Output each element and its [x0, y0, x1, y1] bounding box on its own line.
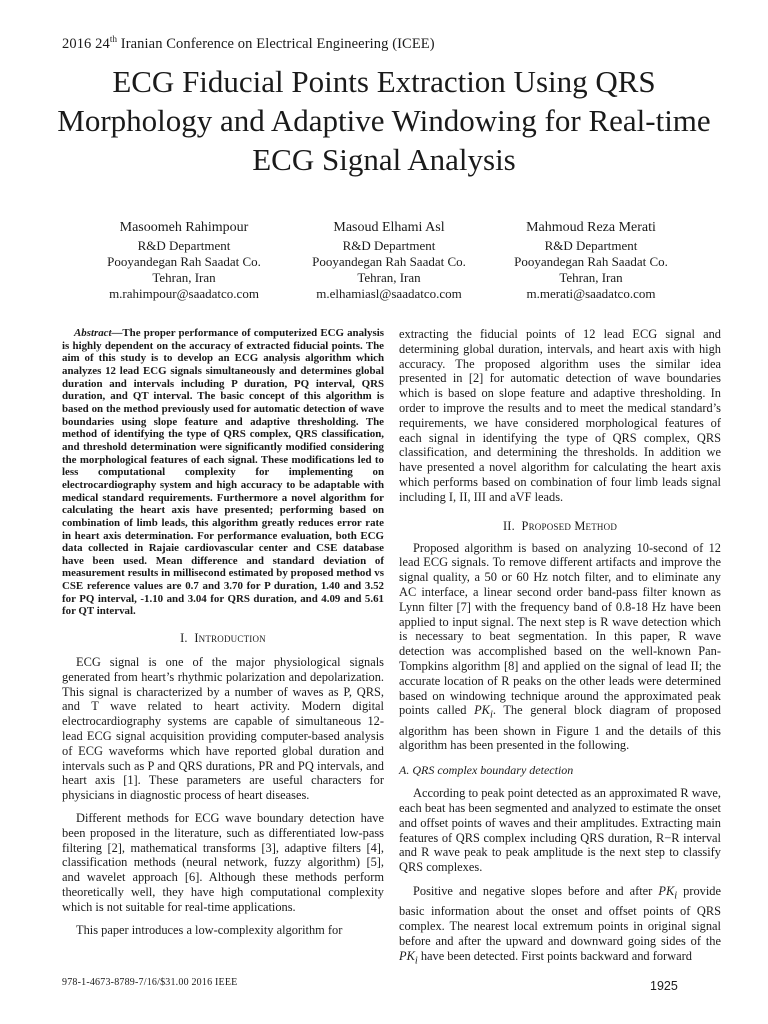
author-city: Tehran, Iran — [559, 270, 623, 285]
copyright-footer: 978-1-4673-8789-7/16/$31.00 2016 IEEE — [62, 977, 238, 988]
left-column — [62, 327, 384, 937]
author-org: Pooyandegan Rah Saadat Co. — [312, 254, 466, 269]
conference-ordinal: 24 — [95, 35, 110, 52]
pk-symbol: $PK_i$ — [474, 703, 493, 721]
intro-paragraph-2: Different methods for ECG wave boundary detection have been proposed in the literature, such as differentiated low-pass filtering [2], mathematical transforms [3], adaptive filters [4], classification methods (neural network, fuzzy algorithm) [5], and wavelet approach [6]. Although these methods perform theoretically well, they have high computational complexity which is not suitable for real-time applications. — [62, 811, 384, 914]
author-org: Pooyandegan Rah Saadat Co. — [514, 254, 668, 269]
author-city: Tehran, Iran — [357, 270, 421, 285]
qrs-paragraph-1: According to peak point detected as an approximated R wave, each beat has been segmented and analyzed to estimate the onset and offset points of waves and their amplitudes. Extracting main features of QRS complex including QRS duration, R−R interval and R wave peak to peak amplitude is the next step to classify QRS complexes. — [399, 786, 721, 875]
section-heading-proposed-method — [399, 519, 721, 534]
qrs-paragraph-2 — [399, 884, 721, 969]
section-number: I. — [180, 631, 188, 646]
intro-paragraph-1: ECG signal is one of the major physiological signals generated from heart’s rhythmic polarization and depolarization. This signal is characterized by a number of waves as P, QRS, and T wave related to heart activity. Modern digital electrocardiography systems are capable of simultaneous 12-lead ECG signal acquisition providing computer-based analysis of ECG waveforms which have reported global duration and intervals such as P and QRS durations, PR and PQ intervals, and heart axis [1]. These parameters are useful characters for physicians in diagnostic process of heart diseases. — [62, 655, 384, 803]
qrs-text-2: provide basic information about the onset and offset points of QRS complex. The nearest local extremum points in original signal before and after the upward and downward going sides of the — [399, 883, 721, 948]
paper-title: ECG Fiducial Points Extraction Using QRS Morphology and Adaptive Windowing for Real-time ECG Signal Analysis — [57, 64, 711, 177]
abstract — [62, 327, 384, 618]
author-org: Pooyandegan Rah Saadat Co. — [107, 254, 261, 269]
right-column — [399, 327, 721, 969]
author-email: m.merati@saadatco.com — [526, 286, 656, 301]
abstract-text: —The proper performance of computerized ECG analysis is highly dependent on the accuracy of extracted fiducial points. The aim of this study is to develop an ECG analysis algorithm which analyzes 12 lead ECG signals simultaneously and determines global duration and intervals including P duration, PQ interval, QRS duration, and QT interval. The basic concept of this algorithm is based on the method previously used for automatic detection of wave boundaries using slope feature and adaptive thresholding. The method of identifying the type of QRS complex, QRS classification, and threshold determination were significantly modified considering the morphological features of each signal. These modifications led to less computational complexity for implementing on electrocardiography system and high accuracy to be adaptable with medical standard requirements. Furthermore a novel algorithm for calculating the heart axis have presented; performing based on combination of limb leads, this algorithm greatly reduces error rate in heart axis determination. For performance evaluation, both ECG data collected in Rajaie cardiovascular center and CSE database have been used. Mean difference and standard deviation of measurement results in millisecond estimated by proposed method vs CSE reference values are 0.7 and 3.70 for P duration, 1.40 and 3.52 for PQ interval, -1.10 and 3.04 for QRS duration, and 4.09 and 5.61 for QT interval. — [62, 327, 384, 618]
section-number: II. — [502, 518, 515, 533]
section-heading-introduction — [62, 631, 384, 646]
qrs-text-3: have been detected. First points backward and forward — [417, 948, 692, 963]
method-text-a: Proposed algorithm is based on analyzing 10-second of 12 lead ECG signals. To remove different artifacts and improve the signal quality, a 50 or 60 Hz notch filter, and to eliminate any AC interface, a linear second order band-pass filter known as Lynn filter [7] with the frequency band of 0.8-18 Hz have been applied to input signal. The next step is R wave detection which is necessary to beat segmentation. In this paper, R wave detection was accomplished based on the well-known Pan-Tompkins algorithm [8] and applied on the signal of lead II; the accurate location of R peaks on the other leads were determined based on windowing technique around the approximated peak points called — [399, 540, 721, 718]
pk-symbol: $PK_i$ — [399, 948, 418, 967]
author-email: m.elhamiasl@saadatco.com — [316, 286, 462, 301]
author-dept: R&D Department — [137, 238, 231, 253]
conference-header — [62, 34, 435, 53]
author-block — [0, 219, 768, 309]
author-email: m.rahimpour@saadatco.com — [109, 286, 259, 301]
author-1 — [69, 219, 299, 302]
abstract-label: Abstract — [74, 327, 112, 339]
author-3 — [476, 219, 706, 302]
page-number: 1925 — [650, 979, 678, 993]
intro-paragraph-3: This paper introduces a low-complexity algorithm for — [76, 922, 343, 937]
conference-name: Iranian Conference on Electrical Engineering (ICEE) — [120, 35, 435, 52]
author-dept: R&D Department — [342, 238, 436, 253]
author-name: Masoud Elhami Asl — [333, 220, 445, 235]
qrs-text-1: Positive and negative slopes before and after — [413, 883, 659, 898]
author-name: Mahmoud Reza Merati — [526, 220, 656, 235]
author-city: Tehran, Iran — [152, 270, 216, 285]
conference-ordinal-suffix: th — [109, 34, 118, 44]
author-name: Masoomeh Rahimpour — [119, 220, 249, 235]
conference-year: 2016 — [62, 35, 92, 52]
section-title-text: Introduction — [194, 631, 266, 646]
intro-paragraph-continued: extracting the fiducial points of 12 lead ECG signal and determining global duration, intervals, and heart axis with high accuracy. The proposed algorithm uses the similar idea presented in [2] for automatic detection of wave boundaries which is based on slope feature and adaptive thresholding. In order to improve the results and to meet the medical standard’s requirements, we have considered morphological features of each signal in identifying the type of QRS complex, QRS classification, and determining the thresholds. In addition we have presented a novel algorithm for calculating the heart axis which performs based on combination of four limb leads signal including I, II, III and aVF leads. — [399, 327, 721, 504]
subsection-heading-qrs: A. QRS complex boundary detection — [399, 763, 574, 778]
pk-symbol: $PK_i$ — [658, 883, 678, 902]
author-dept: R&D Department — [544, 238, 638, 253]
method-text-b: . The general block diagram of proposed algorithm has been shown in Figure 1 and the details of this algorithm has been presented in the following. — [399, 703, 721, 753]
author-2 — [274, 219, 504, 302]
section-title-text: Proposed Method — [521, 518, 618, 533]
method-paragraph — [399, 541, 721, 754]
